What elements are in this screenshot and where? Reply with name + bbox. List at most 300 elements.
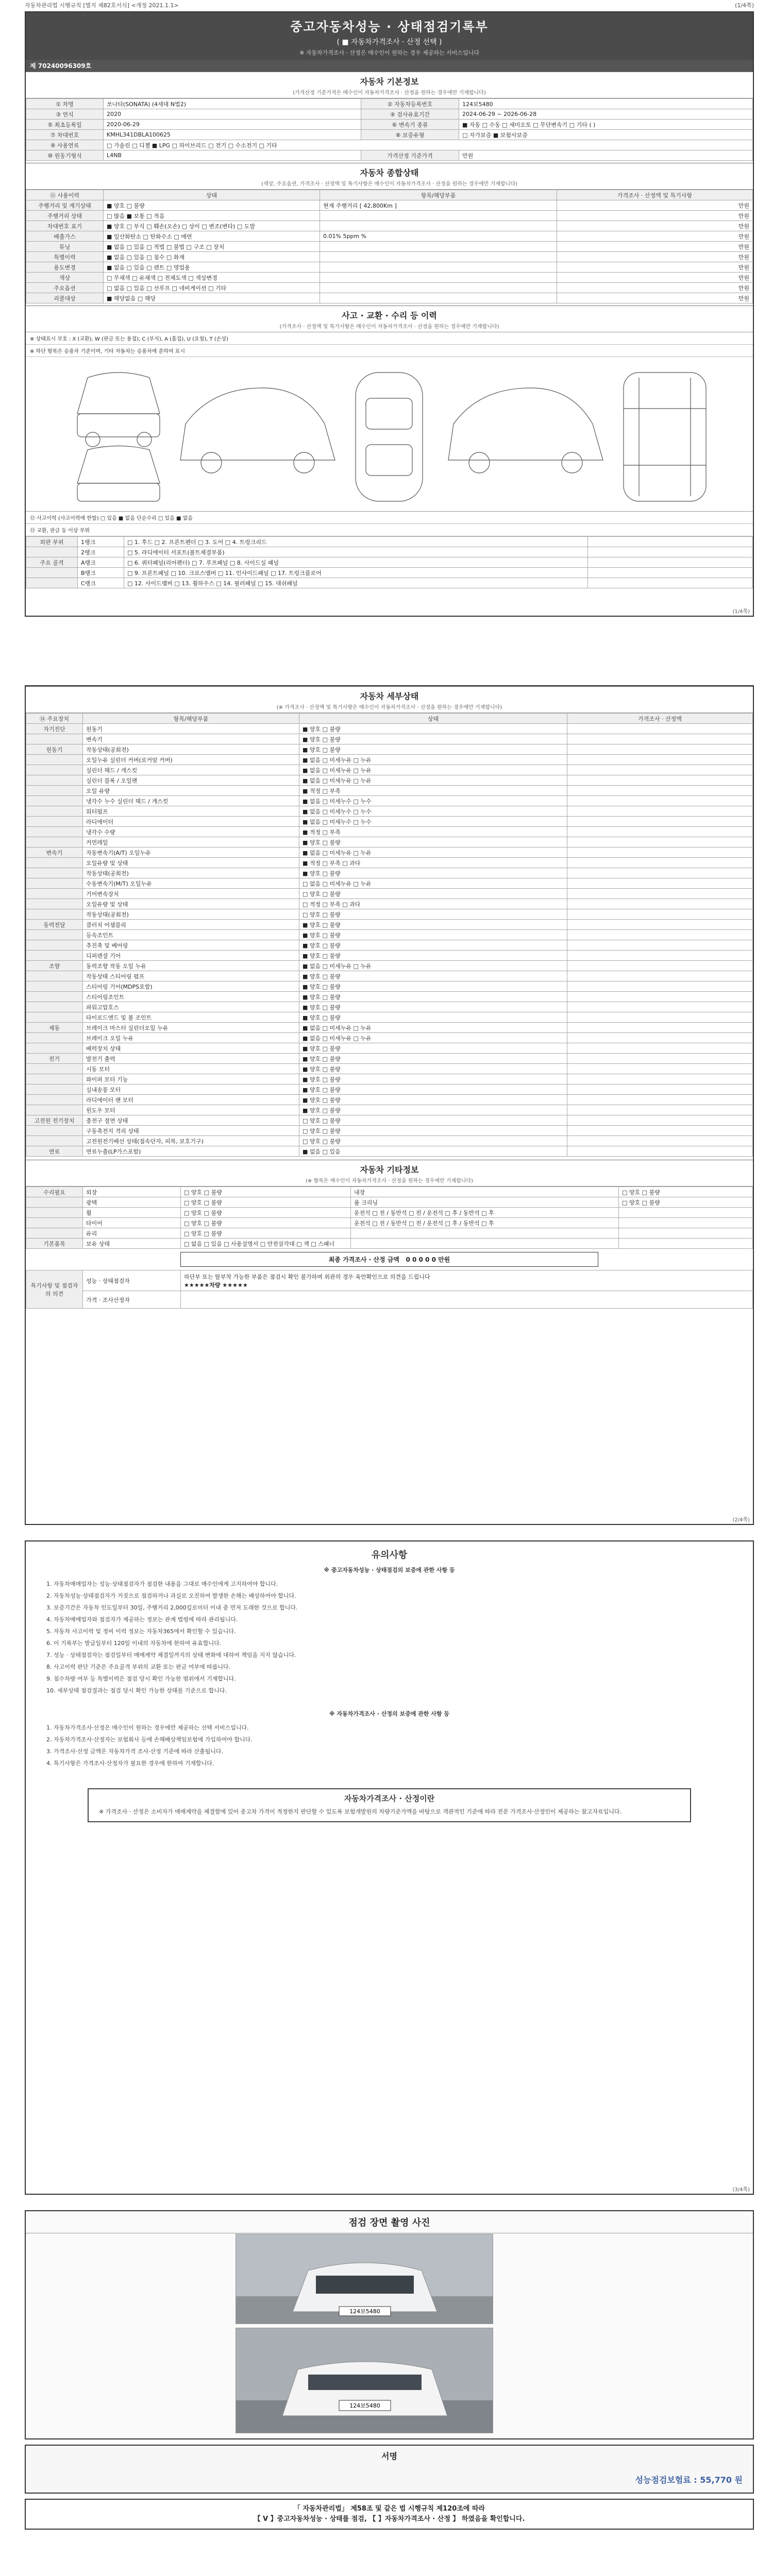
basic-info-subtitle: (가격산정 기준가격은 매수인이 자동차가격조사 · 산정을 원하는 경우에만 기재합니다) <box>26 87 753 98</box>
other-info-row <box>26 1197 753 1208</box>
signature-section <box>25 2445 754 2494</box>
detail-part: 실린더 헤드 / 개스킷 <box>83 765 299 775</box>
frame-group <box>26 578 78 588</box>
car-rear-photo <box>236 2328 493 2433</box>
other-info-group: 기본품목 <box>26 1239 83 1249</box>
basic-info-label: ② 자동차등록번호 <box>361 99 459 109</box>
overall-status: ■ 없음 □ 있음 □ 적법 □ 불법 □ 구조 □ 장치 <box>104 242 320 252</box>
notes-item: 5. 자동차 사고이력 및 정비 이력 정보는 자동차365에서 확인할 수 있습니다. <box>46 1628 236 1635</box>
detail-row <box>26 961 753 971</box>
frame-parts: □ 6. 쿼터패널(리어펜더) □ 7. 루프패널 □ 8. 사이드실 패널 <box>124 557 588 568</box>
detail-device: 연료 <box>26 1146 83 1157</box>
overall-status: □ 없음 □ 있음 □ 선루프 □ 네비게이션 □ 기타 <box>104 283 320 293</box>
overall-subtitle: (색상, 주요옵션, 가격조사 · 산정액 및 특기사항은 매수인이 자동차가격조사 · 산정을 원하는 경우에만 기재합니다) <box>26 178 753 190</box>
detail-row <box>26 724 753 734</box>
basic-info-row <box>26 109 753 120</box>
detail-row <box>26 734 753 744</box>
detail-device <box>26 1105 83 1115</box>
legal-footer-line-2: 【 V 】중고자동차성능 · 상태를 점검, 【 】자동차가격조사 · 산정 】 하였음을 확인합니다. <box>254 2515 525 2523</box>
detail-status: ■ 양호 □ 불량 <box>299 724 567 734</box>
detail-row <box>26 878 753 889</box>
overall-row <box>26 273 753 283</box>
car-outline-diagram <box>26 357 753 512</box>
frame-rank: 2랭크 <box>78 547 124 557</box>
detail-status: □ 양호 □ 불량 <box>299 1115 567 1126</box>
detail-device <box>26 775 83 786</box>
detail-row <box>26 1105 753 1115</box>
other-info-group: 수리필요 <box>26 1187 83 1197</box>
overall-price: 만원 <box>557 221 753 231</box>
detail-price <box>567 1084 753 1095</box>
frame-group: 외판 부위 <box>26 537 78 547</box>
rear-plate-text: 124보5480 <box>349 2402 380 2409</box>
detail-status: ■ 양호 □ 불량 <box>299 940 567 951</box>
detail-device <box>26 786 83 796</box>
detail-device <box>26 837 83 848</box>
basic-info-value: KMHL341DBLA100625 <box>104 130 361 140</box>
frame-table <box>26 536 753 588</box>
basic-info-label: ④ 검사유효기간 <box>361 109 459 120</box>
detail-status: ■ 양호 □ 불량 <box>299 992 567 1002</box>
detail-part: 작동상태 스티어링 펌프 <box>83 971 299 981</box>
other-info-status: □ 양호 □ 불량 <box>181 1197 351 1208</box>
detail-device <box>26 1043 83 1054</box>
inspector-opinion-text: 하단부 또는 탈부착 가능한 부품은 점검시 확인 불가하며 외관의 경우 육안확인으로 의견을 드립니다 <box>184 1273 430 1280</box>
other-info-row <box>26 1187 753 1197</box>
detail-part: 시동 모터 <box>83 1064 299 1074</box>
inspection-fee: 성능점검보험료 : 55,770 원 <box>635 2475 743 2485</box>
page-indicator: (1/4쪽) <box>735 2 754 9</box>
overall-detail <box>320 252 557 262</box>
overall-price: 만원 <box>557 200 753 211</box>
detail-device <box>26 1095 83 1105</box>
detail-row <box>26 971 753 981</box>
detail-title: 자동차 세부상태 <box>26 686 753 702</box>
accident-title: 사고 · 교환 · 수리 등 이력 <box>26 306 753 321</box>
overall-detail <box>320 273 557 283</box>
detail-device <box>26 796 83 806</box>
detail-price <box>567 858 753 868</box>
detail-device: 전기 <box>26 1054 83 1064</box>
detail-status: ■ 없음 □ 미세누수 □ 누수 <box>299 806 567 817</box>
detail-row <box>26 1136 753 1146</box>
basic-info-label: ⑥ 변속기 종류 <box>361 120 459 130</box>
overall-row <box>26 262 753 273</box>
detail-part: 동력조향 작동 오일 누유 <box>83 961 299 971</box>
detail-device <box>26 981 83 992</box>
other-info-item: 외장 <box>83 1187 181 1197</box>
detail-price <box>567 1033 753 1043</box>
detail-row <box>26 1043 753 1054</box>
frame-row <box>26 557 753 568</box>
notes-item: 4. 특기사항은 가격조사·산정자가 필요한 경우에 한하여 기재합니다. <box>46 1760 214 1767</box>
notes-section-1-title: ※ 중고자동차성능 · 상태점검의 보증에 관한 사항 등 <box>324 1567 455 1573</box>
overall-detail: 0.01% 5ppm % <box>320 231 557 242</box>
detail-status: ■ 양호 □ 불량 <box>299 744 567 755</box>
notes-item: 8. 사고이력 판단 기준은 주요골격 부위의 교환 또는 판금 여부에 따릅니다. <box>46 1664 231 1670</box>
detail-device <box>26 1126 83 1136</box>
detail-row <box>26 868 753 878</box>
detail-row <box>26 744 753 755</box>
detail-device <box>26 1136 83 1146</box>
detail-row <box>26 1115 753 1126</box>
detail-price <box>567 1126 753 1136</box>
inspector-opinion-stars: ★★★★★차량 ★★★★★ <box>184 1281 248 1289</box>
detail-price <box>567 1074 753 1084</box>
detail-price <box>567 899 753 909</box>
overall-item: 색상 <box>26 273 104 283</box>
detail-row <box>26 1002 753 1012</box>
detail-price <box>567 848 753 858</box>
detail-row <box>26 1126 753 1136</box>
overall-item: 용도변경 <box>26 262 104 273</box>
notes-item: 3. 가격조사·산정 금액은 자동차가격 조사·산정 기준에 따라 산출됩니다. <box>46 1748 223 1755</box>
detail-part: 오일유량 및 상태 <box>83 899 299 909</box>
detail-row <box>26 1084 753 1095</box>
detail-part: 충전구 절연 상태 <box>83 1115 299 1126</box>
detail-part: 커먼레일 <box>83 837 299 848</box>
notes-section-2-title: ※ 자동차가격조사 · 산정의 보증에 관한 사항 등 <box>329 1710 449 1717</box>
detail-price <box>567 1043 753 1054</box>
detail-price <box>567 837 753 848</box>
detail-device: 원동기 <box>26 744 83 755</box>
other-info-row <box>26 1208 753 1218</box>
detail-row <box>26 1146 753 1157</box>
basic-info-value: □ 자가보증 ■ 보험사보증 <box>459 130 753 140</box>
detail-part: 라디에이터 <box>83 817 299 827</box>
other-info-table <box>26 1187 753 1249</box>
detail-device <box>26 1033 83 1043</box>
overall-table <box>26 190 753 303</box>
other-info-status: □ 없음 □ 있음 □ 사용설명서 □ 안전삼각대 □ 잭 □ 스패너 <box>181 1239 351 1249</box>
frame-price <box>588 568 753 578</box>
overall-status: ■ 양호 □ 부식 □ 훼손(오손) □ 상이 □ 변조(변타) □ 도말 <box>104 221 320 231</box>
detail-price <box>567 827 753 837</box>
overall-item: 튜닝 <box>26 242 104 252</box>
overall-price: 만원 <box>557 262 753 273</box>
notes-section <box>26 1541 753 1832</box>
overall-row <box>26 211 753 221</box>
other-info-item-2 <box>351 1239 619 1249</box>
notes-item: 3. 보증기간은 자동차 인도일부터 30일, 주행거리 2,000킬로미터 이내 중 먼저 도래한 것으로 합니다. <box>46 1604 298 1611</box>
notes-item: 2. 자동차가격조사·산정자는 보험회사 등에 손해배상책임보험에 가입하여야 합니다. <box>46 1736 253 1743</box>
detail-device <box>26 909 83 920</box>
detail-status: ■ 양호 □ 불량 <box>299 930 567 940</box>
basic-info-label: 가격산정 기준가격 <box>361 150 459 161</box>
other-info-item-2: 내장 <box>351 1187 619 1197</box>
basic-info-row <box>26 150 753 161</box>
frame-price <box>588 578 753 588</box>
detail-row <box>26 1095 753 1105</box>
page-3 <box>25 1540 754 2195</box>
other-info-item: 휠 <box>83 1208 181 1218</box>
other-info-item: 타이어 <box>83 1218 181 1228</box>
detail-part: 스티어링조인트 <box>83 992 299 1002</box>
detail-price <box>567 786 753 796</box>
overall-row <box>26 283 753 293</box>
detail-part: 작동상태(공회전) <box>83 909 299 920</box>
detail-col-2: 상태 <box>299 714 567 724</box>
detail-price <box>567 930 753 940</box>
basic-info-label: ③ 연식 <box>26 109 104 120</box>
other-info-item: 유리 <box>83 1228 181 1239</box>
detail-device <box>26 858 83 868</box>
notes-item: 10. 세부상태 점검결과는 점검 당시 확인 가능한 상태를 기준으로 합니다. <box>46 1687 227 1694</box>
frame-price <box>588 537 753 547</box>
detail-status: ■ 없음 □ 미세누수 □ 누수 <box>299 796 567 806</box>
basic-info-value: □ 가솔린 □ 디젤 ■ LPG □ 하이브리드 □ 전기 □ 수소전기 □ 기타 <box>104 140 753 150</box>
detail-price <box>567 1054 753 1064</box>
detail-subtitle: (※ 가격조사 · 산정액 및 특기사항은 매수인이 자동차가격조사 · 산정을 원하는 경우에만 기재합니다) <box>26 702 753 713</box>
frame-rank: B랭크 <box>78 568 124 578</box>
other-info-status: □ 양호 □ 불량 <box>181 1228 351 1239</box>
overall-price: 만원 <box>557 273 753 283</box>
detail-price <box>567 940 753 951</box>
overall-row <box>26 252 753 262</box>
detail-device <box>26 930 83 940</box>
special-notes-table <box>26 1270 753 1309</box>
detail-status: ■ 없음 □ 미세누유 □ 누유 <box>299 961 567 971</box>
detail-status: ■ 양호 □ 불량 <box>299 981 567 992</box>
detail-price <box>567 868 753 878</box>
detail-row <box>26 848 753 858</box>
accident-history: ⑫ 사고이력 (사고이력에 한함) □ 있음 ■ 없음 단순수리 □ 있음 ■ 없음 <box>26 512 753 524</box>
detail-row <box>26 951 753 961</box>
detail-device <box>26 951 83 961</box>
detail-row <box>26 889 753 899</box>
detail-part: 발전기 출력 <box>83 1054 299 1064</box>
detail-part: 구동축전지 격리 상태 <box>83 1126 299 1136</box>
detail-row <box>26 796 753 806</box>
detail-price <box>567 1146 753 1157</box>
price-info-text: ※ 가격조사 · 산정은 소비자가 매매계약을 체결함에 있어 중고차 가격이 적정한지 판단할 수 있도록 보험개발원의 차량기준가액을 바탕으로 객관적인 기준에 따라 전문 가격조사·산정인이 제공하는 참고자료입니다. <box>99 1808 621 1815</box>
special-notes-label: 특기사항 및 점검자의 의견 <box>26 1270 83 1309</box>
detail-row <box>26 1033 753 1043</box>
other-info-row <box>26 1228 753 1239</box>
detail-device <box>26 1084 83 1095</box>
detail-part: 디퍼렌셜 기어 <box>83 951 299 961</box>
detail-status: ■ 없음 □ 미세누유 □ 누유 <box>299 1033 567 1043</box>
document-title: 중고자동차성능 · 상태점검기록부 <box>290 20 489 34</box>
notes-item: 1. 자동차가격조사·산정은 매수인이 원하는 경우에만 제공하는 선택 서비스입니다. <box>46 1724 249 1731</box>
detail-device <box>26 755 83 765</box>
other-info-status-2 <box>619 1208 753 1218</box>
inspector-label: 성능 · 상태점검자 <box>83 1270 181 1291</box>
basic-info-value: 쏘나타(SONATA) (4세대 N법2) <box>104 99 361 109</box>
detail-part: 워터펌프 <box>83 806 299 817</box>
detail-part: 변속기 <box>83 734 299 744</box>
detail-part: 냉각수 수량 <box>83 827 299 837</box>
overall-row <box>26 293 753 303</box>
other-info-status: □ 양호 □ 불량 <box>181 1208 351 1218</box>
detail-status: ■ 적정 □ 부족 <box>299 827 567 837</box>
detail-row <box>26 920 753 930</box>
frame-parts: □ 12. 사이드멤버 □ 13. 휠하우스 □ 14. 필러패널 □ 15. 대쉬패널 <box>124 578 588 588</box>
overall-price: 만원 <box>557 293 753 303</box>
detail-row <box>26 775 753 786</box>
detail-row <box>26 765 753 775</box>
other-info-group <box>26 1228 83 1239</box>
basic-info-row <box>26 140 753 150</box>
detail-price <box>567 909 753 920</box>
detail-device <box>26 889 83 899</box>
overall-detail <box>320 262 557 273</box>
basic-info-title: 자동차 기본정보 <box>26 72 753 87</box>
frame-rank: 1랭크 <box>78 537 124 547</box>
detail-status: ■ 양호 □ 불량 <box>299 837 567 848</box>
frame-row <box>26 568 753 578</box>
detail-part: 고전원전기배선 상태(접속단자, 피복, 보호기구) <box>83 1136 299 1146</box>
detail-price <box>567 971 753 981</box>
overall-item: 특별이력 <box>26 252 104 262</box>
notes-item: 4. 자동차매매업자와 점검자가 제공하는 정보는 관계 법령에 따라 관리됩니다. <box>46 1616 238 1623</box>
detail-device <box>26 971 83 981</box>
price-assessor-label: 가격 · 조사산정자 <box>83 1291 181 1309</box>
basic-info-row <box>26 99 753 109</box>
detail-part: 실내송풍 모터 <box>83 1084 299 1095</box>
overall-row <box>26 231 753 242</box>
other-info-status-2: □ 양호 □ 불량 <box>619 1187 753 1197</box>
detail-part: 오일누유 실린더 커버(로커암 커버) <box>83 755 299 765</box>
detail-table <box>26 713 753 1157</box>
basic-info-value: ■ 자동 □ 수동 □ 세미오토 □ 무단변속기 □ 기타 ( ) <box>459 120 753 130</box>
inspection-photo-front <box>236 2234 493 2324</box>
detail-device <box>26 827 83 837</box>
basic-info-value: 만원 <box>459 150 753 161</box>
overall-detail <box>320 242 557 252</box>
detail-part: 등속조인트 <box>83 930 299 940</box>
frame-rank: C랭크 <box>78 578 124 588</box>
frame-parts: □ 5. 라디에이터 서포트(볼트체결부품) <box>124 547 588 557</box>
detail-row <box>26 837 753 848</box>
detail-device <box>26 1064 83 1074</box>
overall-title: 자동차 종합상태 <box>26 163 753 178</box>
detail-part: 스티어링 기어(MDPS포함) <box>83 981 299 992</box>
page-2-number: (2/4쪽) <box>732 1517 750 1523</box>
other-info-status: □ 양호 □ 불량 <box>181 1187 351 1197</box>
detail-price <box>567 951 753 961</box>
other-info-title: 자동차 기타정보 <box>26 1160 753 1175</box>
detail-status: ■ 양호 □ 불량 <box>299 734 567 744</box>
detail-part: 원동기 <box>83 724 299 734</box>
other-info-item-2: 운전석 □ 전 / 동반석 □ 전 / 운전석 □ 후 / 동반석 □ 후 <box>351 1218 619 1228</box>
price-info-title: 자동차가격조사 · 산정이란 <box>344 1794 435 1803</box>
price-assessor-opinion <box>181 1291 753 1309</box>
frame-price <box>588 547 753 557</box>
other-info-group <box>26 1197 83 1208</box>
final-price-value: 0 0 0 0 0 만원 <box>406 1256 450 1263</box>
detail-part: 윈도우 모터 <box>83 1105 299 1115</box>
overall-status: ■ 양호 □ 불량 <box>104 200 320 211</box>
other-info-item: 광택 <box>83 1197 181 1208</box>
document-subtitle: ( ■ 자동차가격조사 · 산정 선택 ) <box>337 38 442 46</box>
detail-part: 작동상태(공회전) <box>83 868 299 878</box>
basic-info-label: ⑨ 사용연료 <box>26 140 104 150</box>
detail-device: 고전원 전기장치 <box>26 1115 83 1126</box>
overall-detail <box>320 283 557 293</box>
detail-price <box>567 755 753 765</box>
detail-status: ■ 없음 □ 미세누유 □ 누유 <box>299 848 567 858</box>
overall-item: 주요옵션 <box>26 283 104 293</box>
detail-price <box>567 1115 753 1126</box>
basic-info-label: ⑩ 원동기형식 <box>26 150 104 161</box>
document-number: 제 70240096309호 <box>26 60 753 72</box>
detail-row <box>26 981 753 992</box>
detail-status: ■ 양호 □ 불량 <box>299 1084 567 1095</box>
detail-price <box>567 775 753 786</box>
detail-status: ■ 양호 □ 불량 <box>299 1095 567 1105</box>
overall-price: 만원 <box>557 252 753 262</box>
form-reference-left: 자동차관리법 시행규칙 [별지 제82호서식] <개정 2021.1.1> <box>25 2 179 9</box>
overall-row <box>26 221 753 231</box>
overall-detail: 현재 주행거리 [ 42,800Km ] <box>320 200 557 211</box>
overall-detail <box>320 293 557 303</box>
detail-row <box>26 827 753 837</box>
overall-status: □ 많음 ■ 보통 □ 적음 <box>104 211 320 221</box>
detail-device <box>26 992 83 1002</box>
detail-part: 브레이크 오일 누유 <box>83 1033 299 1043</box>
basic-info-label: ① 차명 <box>26 99 104 109</box>
detail-status: ■ 적정 □ 부족 □ 과다 <box>299 858 567 868</box>
frame-parts: □ 1. 후드 □ 2. 프론트펜더 □ 3. 도어 □ 4. 트렁크리드 <box>124 537 588 547</box>
frame-group: 주요 골격 <box>26 557 78 568</box>
detail-device <box>26 1002 83 1012</box>
frame-section-title: ⑬ 교환, 판금 등 이상 부위 <box>26 524 753 536</box>
detail-status: ■ 없음 □ 미세누유 □ 누유 <box>299 775 567 786</box>
detail-device <box>26 765 83 775</box>
final-price-label: 최종 가격조사 · 산정 금액 <box>328 1256 399 1263</box>
other-info-item-2: 운전석 □ 전 / 동반석 □ 전 / 운전석 □ 후 / 동반석 □ 후 <box>351 1208 619 1218</box>
detail-device <box>26 878 83 889</box>
other-info-status-2 <box>619 1239 753 1249</box>
detail-part: 연료누출(LP가스포함) <box>83 1146 299 1157</box>
detail-part: 추진축 및 베어링 <box>83 940 299 951</box>
detail-status: ■ 양호 □ 불량 <box>299 1054 567 1064</box>
basic-info-value: L4NB <box>104 150 361 161</box>
overall-status: ■ 없음 □ 있음 □ 렌트 □ 영업용 <box>104 262 320 273</box>
detail-part: 수동변속기(M/T) 오일누유 <box>83 878 299 889</box>
detail-price <box>567 981 753 992</box>
frame-rank: A랭크 <box>78 557 124 568</box>
detail-row <box>26 1074 753 1084</box>
detail-price <box>567 1064 753 1074</box>
overall-item: 리콜대상 <box>26 293 104 303</box>
other-info-status-2 <box>619 1228 753 1239</box>
photos-title: 점검 장면 촬영 사진 <box>26 2211 753 2233</box>
detail-row <box>26 992 753 1002</box>
detail-part: 냉각수 누수 실린더 헤드 / 개스킷 <box>83 796 299 806</box>
detail-status: □ 양호 □ 불량 <box>299 1126 567 1136</box>
detail-device <box>26 1012 83 1023</box>
overall-col-1: 상태 <box>104 190 320 200</box>
other-info-group <box>26 1218 83 1228</box>
overall-price: 만원 <box>557 211 753 221</box>
detail-device: 동력전달 <box>26 920 83 930</box>
frame-price <box>588 557 753 568</box>
detail-price <box>567 1002 753 1012</box>
overall-col-3: 가격조사 · 산정액 및 특기사항 <box>557 190 753 200</box>
detail-device: 자기진단 <box>26 724 83 734</box>
other-info-subtitle: (※ 항목은 매수인이 자동차가격조사 · 산정을 원하는 경우에만 기재합니다) <box>26 1175 753 1187</box>
detail-status: ■ 양호 □ 불량 <box>299 1043 567 1054</box>
front-plate-text: 124보5480 <box>349 2308 380 2315</box>
detail-part: 브레이크 마스터 실린더오일 누유 <box>83 1023 299 1033</box>
document-header <box>26 12 753 60</box>
basic-info-label: ⑤ 최초등록일 <box>26 120 104 130</box>
basic-info-table <box>26 98 753 161</box>
detail-price <box>567 734 753 744</box>
detail-status: ■ 없음 □ 미세누유 □ 누유 <box>299 755 567 765</box>
